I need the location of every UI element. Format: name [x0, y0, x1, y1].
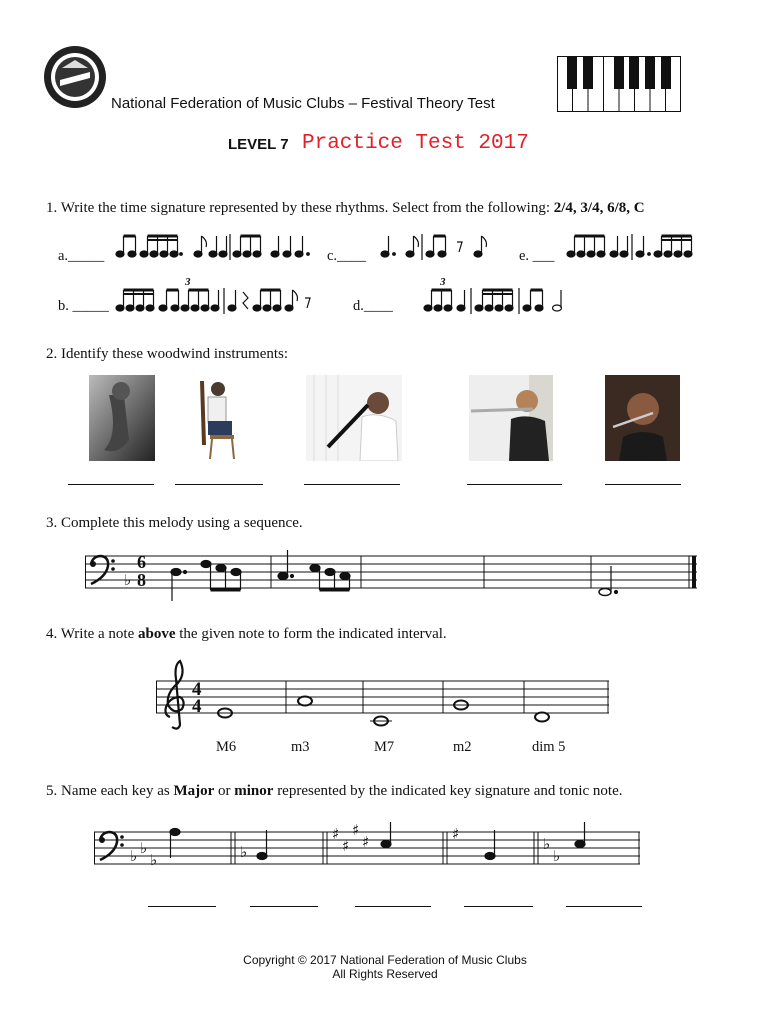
instrument-photo-piccolo — [605, 375, 680, 461]
interval-label-4: m2 — [453, 739, 472, 755]
answer-blank-e[interactable]: e. ___ — [519, 248, 555, 264]
answer-blank-c[interactable]: c.____ — [327, 248, 367, 264]
svg-text:♯: ♯ — [362, 833, 370, 851]
rhythm-e — [566, 232, 706, 267]
question-5-prompt: 5. Name each key as Major or minor represented by the indicated key signature and tonic note. — [46, 783, 623, 799]
svg-text:♭: ♭ — [240, 843, 248, 861]
answer-blank-d[interactable]: d.____ — [353, 298, 393, 314]
time-sig-bottom: 8 — [137, 570, 146, 590]
key-answer-blank-1[interactable] — [148, 906, 216, 907]
interval-label-1: M6 — [216, 739, 237, 755]
svg-text:♭: ♭ — [553, 847, 561, 865]
rights-line: All Rights Reserved — [332, 967, 438, 981]
interval-label-3: M7 — [374, 739, 395, 755]
logo — [42, 44, 108, 110]
time-sig-bottom: 4 — [192, 696, 202, 717]
triplet-marker: 3 — [440, 276, 446, 288]
time-signature-options: 2/4, 3/4, 6/8, C — [553, 200, 645, 216]
rhythm-b — [115, 276, 335, 321]
question-1-prompt: 1. Write the time signature represented by these rhythms. Select from the following: 2/4, 3/4, 6/8, C — [46, 200, 645, 216]
instrument-answer-blank-1[interactable] — [68, 484, 154, 485]
key-signature-staff — [94, 822, 644, 872]
rhythm-a — [115, 232, 315, 267]
answer-blank-b[interactable]: b. _____ — [58, 298, 109, 314]
instrument-photo-saxophone — [89, 375, 155, 461]
key-answer-blank-5[interactable] — [566, 906, 642, 907]
svg-text:♭: ♭ — [543, 835, 551, 853]
instrument-answer-blank-2[interactable] — [175, 484, 263, 485]
time-sig-top: 6 — [137, 552, 146, 572]
triplet-marker: 3 — [185, 276, 191, 288]
svg-text:♯: ♯ — [332, 825, 340, 843]
piano-keyboard-icon — [557, 56, 681, 112]
svg-text:♯: ♯ — [452, 825, 460, 843]
rhythm-c — [380, 232, 500, 267]
question-2-prompt: 2. Identify these woodwind instruments: — [46, 346, 289, 362]
svg-text:♭: ♭ — [130, 847, 138, 865]
level-label: LEVEL 7 — [228, 136, 289, 153]
instrument-photo-clarinet — [306, 375, 402, 461]
key-answer-blank-4[interactable] — [464, 906, 533, 907]
interval-label-5: dim 5 — [532, 739, 566, 755]
svg-text:♯: ♯ — [342, 837, 350, 855]
key-answer-blank-2[interactable] — [250, 906, 318, 907]
question-4-prompt: 4. Write a note above the given note to form the indicated interval. — [46, 626, 447, 642]
time-sig-top: 4 — [192, 679, 202, 700]
instrument-answer-blank-5[interactable] — [605, 484, 681, 485]
key-answer-blank-3[interactable] — [355, 906, 431, 907]
treble-clef-icon — [166, 661, 184, 729]
melody-staff — [85, 544, 700, 606]
instrument-photo-flute — [469, 375, 553, 461]
svg-text:♭: ♭ — [124, 571, 132, 589]
header-title: National Federation of Music Clubs – Festival Theory Test — [111, 95, 495, 112]
question-3-prompt: 3. Complete this melody using a sequence. — [46, 515, 303, 531]
svg-text:♭: ♭ — [140, 839, 148, 857]
instrument-answer-blank-4[interactable] — [467, 484, 562, 485]
interval-label-2: m3 — [291, 739, 310, 755]
rhythm-d — [423, 276, 583, 321]
copyright-footer — [0, 953, 770, 981]
svg-text:♯: ♯ — [352, 822, 360, 839]
instrument-answer-blank-3[interactable] — [304, 484, 400, 485]
answer-blank-a[interactable]: a._____ — [58, 248, 105, 264]
practice-title: Practice Test 2017 — [302, 132, 529, 155]
interval-staff — [156, 655, 612, 731]
copyright-line: Copyright © 2017 National Federation of Music Clubs — [243, 953, 527, 967]
instrument-photo-bassoon — [188, 375, 242, 461]
svg-text:♭: ♭ — [150, 851, 158, 869]
